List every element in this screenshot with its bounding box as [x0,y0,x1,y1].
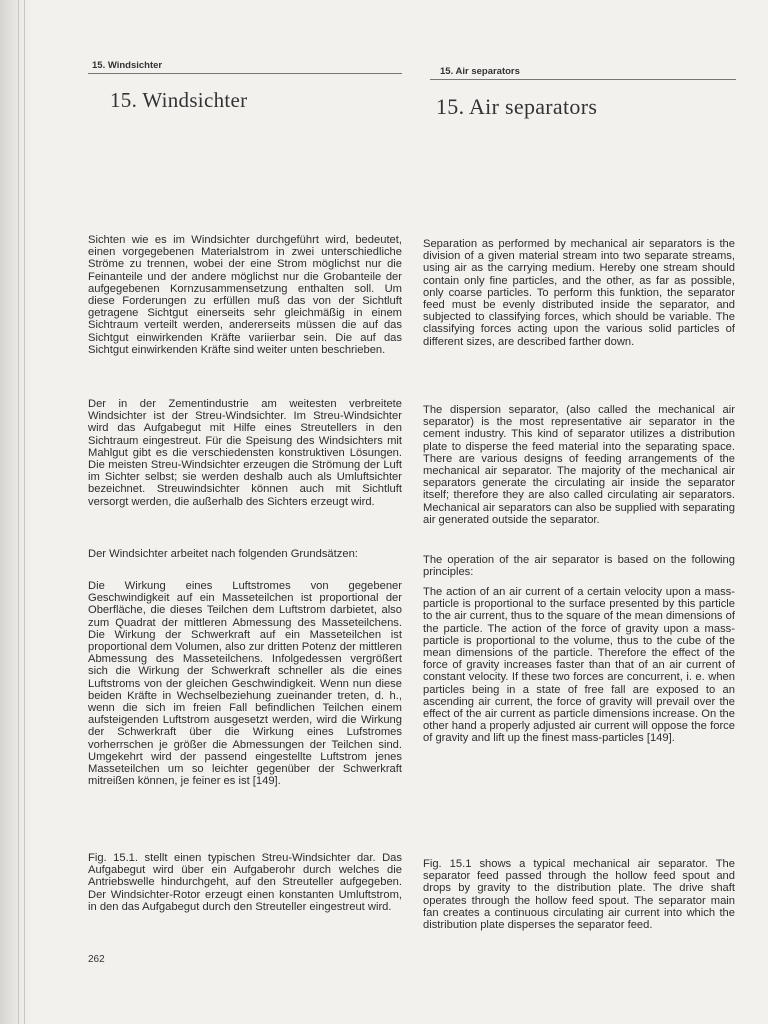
running-head-english: 15. Air separators [440,66,520,77]
german-paragraph-5 [88,852,402,913]
english-paragraph-2 [423,404,735,526]
paragraph-text: The operation of the air separator is based on the following principles: [423,554,735,579]
paragraph-text: Die Wirkung eines Luftstromes von gegebener Geschwindigkeit auf ein Masseteilchen ist proportional der Oberfläche, die dieses Teilchen dem Luftstrom darbietet, also zum Quadrat der mittleren Abmessung des Masseteilchens. Die Wirkung der Schwerkraft auf ein Masseteilchen ist proportional dem Volumen, also zur dritten Potenz der mittleren Abmessung des Masseteilchens. Infolgedessen vergrößert sich die Wirkung der Schwerkraft schneller als die eines Luftstroms von der gleichen Geschwindigkeit. Wenn nun diese beiden Kräfte in Wechselbeziehung zueinander treten, d. h., wenn die sich im freien Fall befindlichen Teilchen einem aufsteigenden Luftstrom ausgesetzt werden, wird die Wirkung der Schwerkraft über die Wirkung eines Lufstromes vorherrschen je größer die Abmessungen der Teilchen sind. Umgekehrt wird der passend eingestellte Luftstrom jenes Masseteilchen um so leichter gegenüber der Schwerkraft mitreißen können, je feiner es ist [149]. [88,580,402,788]
running-head-german: 15. Windsichter [92,60,163,71]
scan-line [18,0,19,1024]
english-paragraph-5 [423,858,735,931]
paragraph-text: The dispersion separator, (also called the mechanical air separator) is the most representative air separator in the cement industry. This kind of separator utilizes a distribution plate to disperse the feed material into the separating space. There are various designs of feeding arrangements of the mechanical air separator. The majority of the mechanical air separators generate the circulating air inside the separator itself; therefore they are also called circulating air separators. Mechanical air separators can also be supplied with separating air generated outside the separator. [423,404,735,526]
english-paragraph-4 [423,586,735,745]
paragraph-text: Fig. 15.1 shows a typical mechanical air separator. The separator feed passed through the hollow feed spout and drops by gravity to the distribution plate. The drive shaft operates through the hollow feed spout. The separator main fan creates a continuous circulating air current into which the distribution plate disperses the separator feed. [423,858,735,932]
paragraph-text: Separation as performed by mechanical air separators is the division of a given material stream into two separate streams, using air as the carrying medium. Hereby one stream should contain only fine particles, and the other, as far as possible, only coarse particles. To perform this funktion, the separator feed must be evenly distributed inside the separator, and subjected to classifying forces, which should be variable. The classifying forces acting upon the various solid particles of different sizes, are described farther down. [423,238,735,348]
chapter-title-english: 15. Air separators [436,94,598,119]
chapter-title-german: 15. Windsichter [110,88,248,112]
paragraph-text: Der in der Zementindustrie am weitesten verbreitete Windsichter ist der Streu-Windsichter. Im Streu-Windsichter wird das Aufgabegut mit Hilfe eines Streutellers in den Sichtraum eingestreut. Für die Speisung des Windsichters mit Mahlgut gibt es die verschiedensten konstruktiven Lösungen. Die meisten Streu-Windsichter erzeugen die Strömung der Luft im Sichter selbst; sie werden deshalb auch als Umluftsichter bezeichnet. Streuwindsichter können auch mit Sichtluft versorgt werden, die außerhalb des Sichters erzeugt wird. [88,398,402,508]
english-paragraph-1 [423,238,735,348]
german-paragraph-1 [88,234,402,356]
page-number: 262 [88,954,105,965]
german-paragraph-4 [88,580,402,787]
german-paragraph-3 [88,548,402,560]
paragraph-text: The action of an air current of a certain velocity upon a mass-particle is proportional to the surface presented by this particle to the air current, thus to the square of the mean dimensions of the particle. The action of the force of gravity upon a mass-particle is proportional to the volume, thus to the cube of the mean dimensions of the particle. Therefore the effect of the force of gravity increases faster than that of an air current of constant velocity. If these two forces are concurrent, i. e. when particles being in a state of free fall are exposed to an ascending air current, the force of gravity will prevail over the effect of the air current as particle dimensions increase. On the other hand a properly adjusted air current will oppose the force of gravity and lift up the finest mass-particles [149]. [423,586,735,745]
scan-shadow [0,0,32,1024]
german-paragraph-2 [88,398,402,508]
header-rule-right [430,79,736,80]
header-rule-left [88,73,402,74]
paragraph-text: Fig. 15.1. stellt einen typischen Streu-Windsichter dar. Das Aufgabegut wird über ein Aufgaberohr durch welches die Antriebswelle hindurchgeht, auf den Streuteller aufgegeben. Der Windsichter-Rotor erzeugt einen konstanten Umluftstrom, in den das Aufgabegut durch den Streuteller eingestreut wird. [88,852,402,913]
paragraph-text: Sichten wie es im Windsichter durchgeführt wird, bedeutet, einen vorgegebenen Materialstrom in zwei unterschiedliche Ströme zu trennen, wobei der eine Strom möglichst nur die Feinanteile und der andere möglichst nur die Grobanteile der aufgegebenen Kornzusammensetzung enthalten soll. Um diese Forderungen zu erfüllen muß das von der Sichtluft getragene Sichtgut einerseits sehr gleichmäßig in einem Sichtraum verteilt werden, andererseits müssen die auf das Sichtgut einwirkenden Kräfte variierbar sein. Die auf das Sichtgut einwirkenden Kräfte sind weiter unten beschrieben. [88,234,402,356]
english-paragraph-3 [423,554,735,578]
paragraph-text: Der Windsichter arbeitet nach folgenden Grundsätzen: [88,548,358,560]
scan-line [24,0,25,1024]
